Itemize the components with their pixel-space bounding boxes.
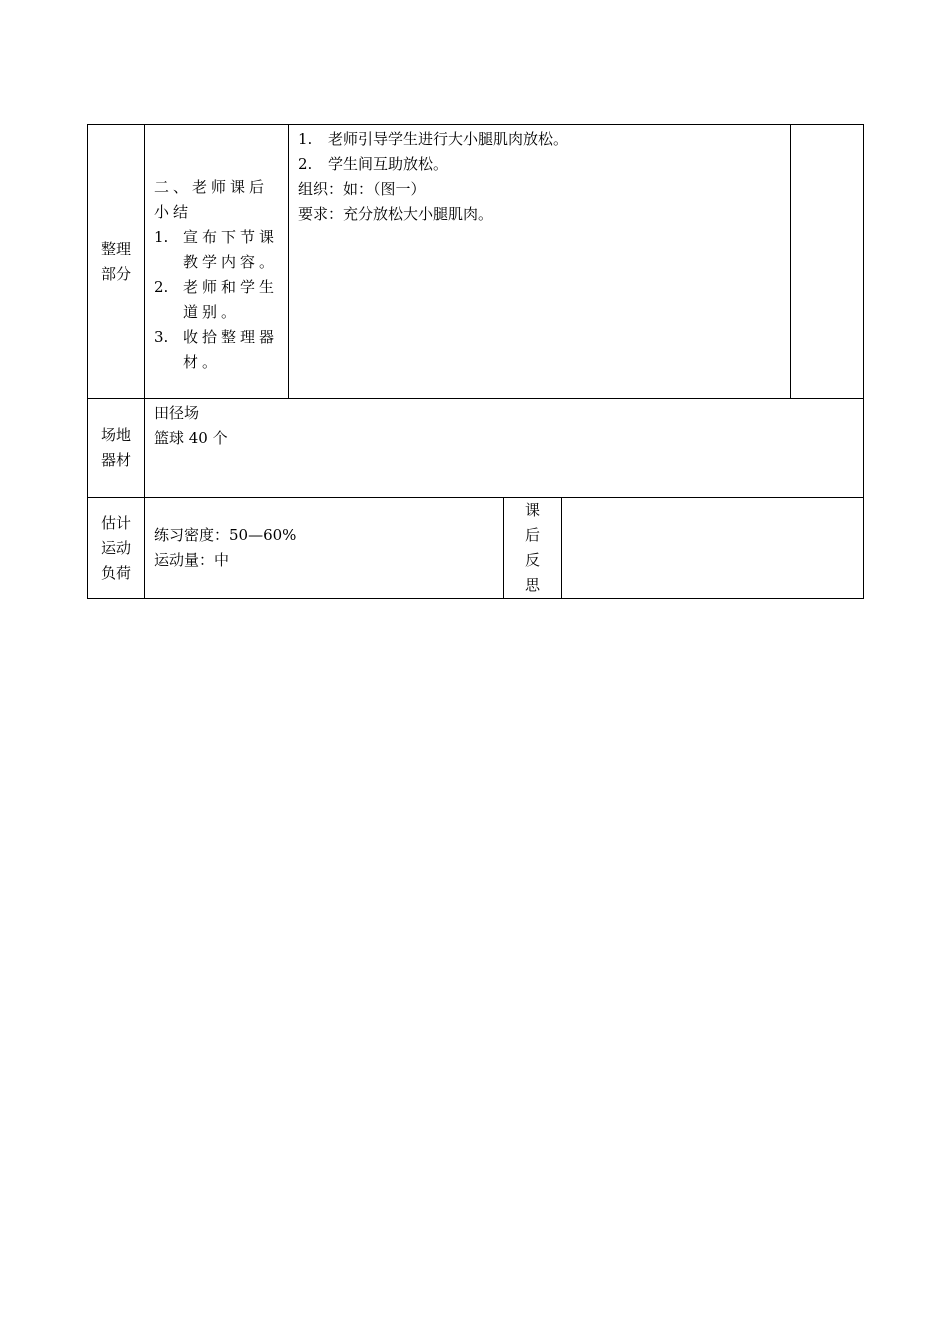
summary-item-text: 收拾整理器材。 [183, 328, 279, 371]
reflection-label: 课后反思 [524, 501, 540, 594]
summary-item-text: 老师和学生道别。 [183, 278, 279, 321]
venue-content-cell [145, 399, 864, 498]
organize-label: 整理部分 [100, 239, 131, 283]
summary-item-text: 宣布下节课教学内容。 [183, 228, 279, 271]
summary-list [154, 225, 282, 375]
summary-item-number: 3. [154, 328, 169, 346]
venue-row [88, 399, 864, 498]
venue-label: 场地器材 [100, 426, 131, 469]
lesson-plan-table [87, 124, 864, 599]
teacher-summary-cell [145, 125, 289, 399]
summary-item [154, 225, 282, 275]
venue-label-cell [88, 399, 145, 498]
load-label-cell [88, 498, 145, 599]
reflection-content-cell [562, 498, 864, 599]
exercise-amount: 运动量：中 [154, 551, 230, 569]
summary-item-number: 1. [154, 228, 169, 246]
practice-density: 练习密度：50—60% [154, 526, 297, 544]
method-number: 2. [298, 155, 313, 173]
summary-heading: 二、老师课后小结 [154, 178, 269, 221]
methods-cell [289, 125, 791, 399]
venue-line: 田径场 [154, 404, 200, 422]
summary-item-number: 2. [154, 278, 169, 296]
equipment-line: 篮球 40 个 [154, 429, 228, 447]
load-label: 估计运动负荷 [100, 513, 131, 582]
method-requirement: 要求：充分放松大小腿肌肉。 [298, 205, 494, 223]
method-organization: 组织：如：（图一） [298, 180, 426, 198]
load-row [88, 498, 864, 599]
organize-row [88, 125, 864, 399]
method-number: 1. [298, 130, 313, 148]
summary-item [154, 275, 282, 325]
reflection-label-cell [504, 498, 562, 599]
summary-item [154, 325, 282, 375]
method-text: 学生间互助放松。 [328, 155, 449, 173]
load-content-cell [145, 498, 504, 599]
empty-notes-cell [791, 125, 864, 399]
method-line [298, 127, 782, 152]
method-line [298, 152, 782, 177]
organize-label-cell [88, 125, 145, 399]
method-text: 老师引导学生进行大小腿肌肉放松。 [328, 130, 569, 148]
